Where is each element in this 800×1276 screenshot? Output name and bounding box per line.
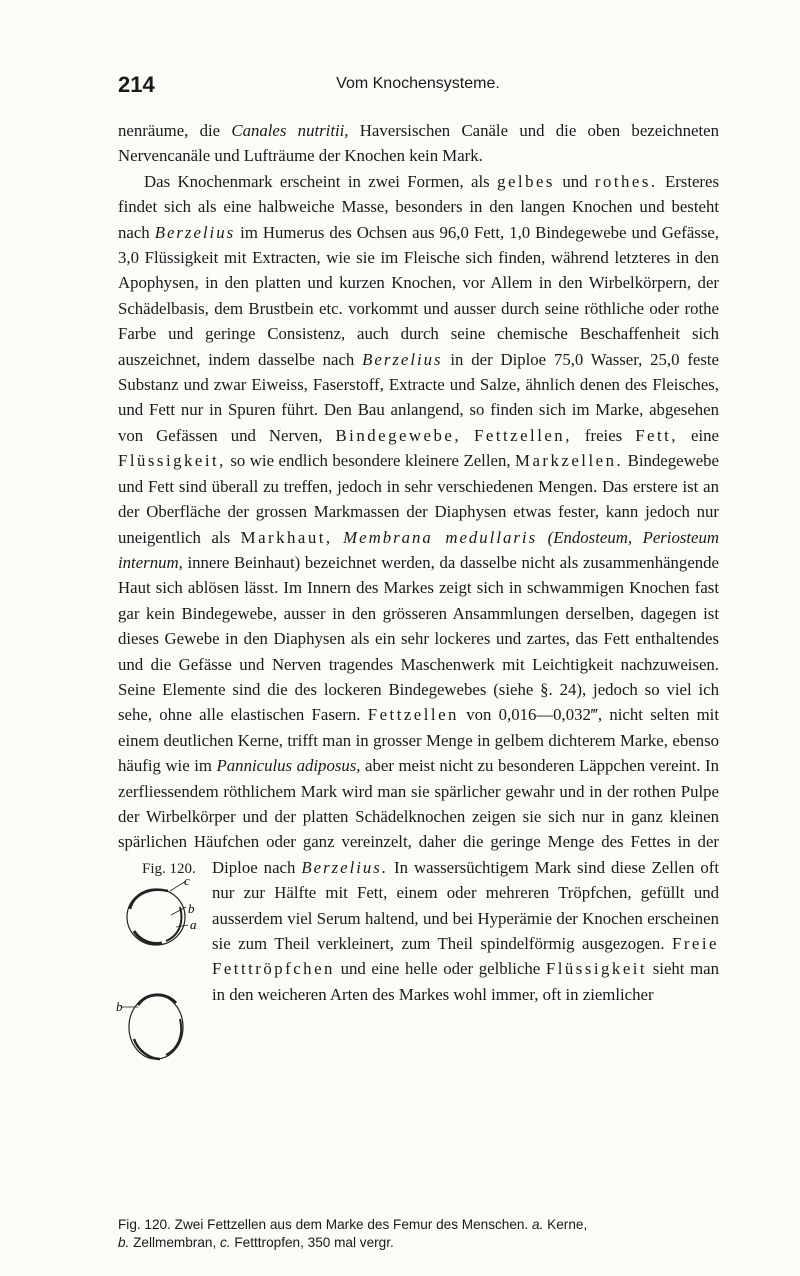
caption-key: c. xyxy=(220,1235,231,1250)
label-b: b xyxy=(188,900,195,916)
text-run: eine xyxy=(678,425,719,445)
cell-membrane-shading xyxy=(134,1039,160,1059)
text-run: sieht man in den weicheren Arten des Markes wohl immer, oft in ziemlicher xyxy=(212,959,719,1004)
text-run: so wie endlich besondere kleinere Zellen, xyxy=(225,451,516,471)
label-c: c xyxy=(184,878,190,888)
text-run: Bindegewebe und Fett sind überall zu treffen, jedoch in sehr verschiedenen Mengen. Das erstere ist an der Oberfläche der grossen Markmassen der Diaphysen etwas fester, kann jedoch nur uneigentlich als xyxy=(118,451,719,547)
spaced-term: Flüssigkeit, xyxy=(118,451,226,471)
spaced-term: gelbes xyxy=(497,171,555,191)
cell-membrane-shading xyxy=(166,907,181,941)
text-run: und eine helle oder gelbliche xyxy=(334,959,546,979)
spaced-term: Fettzellen xyxy=(367,705,459,725)
spaced-term: Markhaut, xyxy=(240,527,333,547)
label-a: a xyxy=(190,916,197,932)
cell-membrane-shading xyxy=(130,890,168,909)
author-name: Berzelius xyxy=(362,349,443,369)
text-run: innere Beinhaut) bezeichnet werden, da dasselbe nicht als zusammenhängende Haut sich ablösen lässt. Im Innern des Markes zeigt sich in schwammigen Knochen fast gar kein Bindegewebe, ausser in den grösseren Ansammlungen derselben, dagegen ist dieses Gewebe in den Diaphysen als ein sehr lockeres und zartes, das Fett enthaltendes und die Gefässe und Nerven tragendes Maschenwerk mit Leichtigkeit nachzuweisen. Seine Elemente sind die des lockeren Bindegewebes (siehe §. 24), jedoch so viel ich sehe, ohne alle elastischen Fasern. xyxy=(118,552,719,725)
cell-membrane-shading xyxy=(166,1019,181,1055)
text-run: Haversischen Canäle und die oben bezeichneten Nervencanäle und Lufträume der Knochen kein Mark. xyxy=(118,121,720,166)
text-run xyxy=(333,528,344,547)
page-number: 214 xyxy=(118,72,155,97)
paragraph-2 xyxy=(116,169,720,1014)
cell-membrane-shading xyxy=(138,995,176,1005)
spaced-term: Flüssigkeit xyxy=(545,959,648,979)
text-run xyxy=(537,528,548,547)
text-run: im Humerus des Ochsen aus 96,0 Fett, 1,0 Bindegewebe und Gefässe, 3,0 Flüssigkeit mit Extracten, wie sie im Fleische sich finden, während letzteres in den Apophysen, in den platten und kurzen Knochen, vor Allem in den Wirbelkörpern, der Schädelbasis, dem Brustbein etc. vorkommt und ausser durch seine röthliche oder rothe Farbe und geringe Consistenz, auch durch seine chemische Beschaffenheit sich auszeichnet, indem dasselbe nach xyxy=(118,222,719,369)
cell-membrane-shading xyxy=(134,931,162,944)
text-run xyxy=(461,426,474,445)
body-text xyxy=(118,118,719,1075)
spaced-term: Freie Fetttröpfchen xyxy=(212,934,719,979)
spaced-term: Fett, xyxy=(635,425,679,445)
spaced-term: Fettzellen, xyxy=(474,425,572,445)
caption-text: Zellmembran, xyxy=(129,1235,220,1250)
caption-lead: Fig. 120. xyxy=(118,1217,171,1232)
italic-term: Panniculus adiposus, xyxy=(216,756,361,776)
text-run: aber meist nicht zu besonderen Läppchen vereint. In zerfliessendem röthlichem Mark wird man sie spärlicher gewahr und in der rothen Pulpe der Wirbelkörper und der platten Schädelknochen zeigen sie sich nur in ganz kleinen spärlichen Häufchen oder ganz vereinzelt, daher die geringe Menge des Fettes in der Diploe nach xyxy=(118,756,720,877)
figure-120 xyxy=(116,857,202,1075)
caption-text: Zwei Fettzellen aus dem Marke des Femur des Menschen. xyxy=(170,1217,533,1232)
caption-key: b. xyxy=(118,1235,130,1250)
running-head: Vom Knochensysteme. xyxy=(336,75,500,92)
text-run: und xyxy=(554,171,595,191)
text-run: In wassersüchtigem Mark sind diese Zellen oft nur zur Hälfte mit Fett, einem oder mehreren Tröpfchen, gefüllt und ausserdem viel Serum haltend, und bei Hyperämie der Knochen erscheinen sie zum Theil verkleinert, zum Theil spindelförmig ausgezogen. xyxy=(212,857,720,953)
text-run: freies xyxy=(571,425,636,445)
fat-cells-illustration xyxy=(116,879,202,1069)
spaced-term: Bindegewebe, xyxy=(335,425,462,445)
text-run: in der Diploe 75,0 Wasser, 25,0 feste Substanz und zwar Eiweiss, Faserstoff, Extracte und Salze, ähnlich denen des Fleisches, und Fett nur in Spuren führt. Den Bau anlangend, so finden sich im Marke, abgesehen von Gefässen und Nerven, xyxy=(118,349,719,445)
author-name: Berzelius xyxy=(154,222,236,242)
italic-term: (Endosteum, Periosteum internum, xyxy=(118,527,719,572)
caption-text: Fetttropfen, 350 mal vergr. xyxy=(230,1235,394,1250)
label-b-lower: b xyxy=(116,998,123,1014)
paragraph-1 xyxy=(118,118,719,169)
caption-key: a. xyxy=(532,1217,544,1232)
latin-term: Membrana medullaris xyxy=(343,527,538,547)
page-header xyxy=(118,72,718,98)
caption-text: Kerne, xyxy=(543,1217,588,1232)
figure-caption xyxy=(118,1216,719,1252)
text-run: nenräume, die xyxy=(118,121,232,140)
author-name: Berzelius. xyxy=(301,857,389,877)
figure-label: Fig. 120. xyxy=(142,860,196,877)
spaced-term: rothes. xyxy=(594,171,658,191)
text-run: Das Knochenmark erscheint in zwei Formen, als xyxy=(144,171,498,191)
text-run: Ersteres findet sich als eine halbweiche Masse, besonders in den langen Knochen und besteht nach xyxy=(118,171,719,242)
spaced-term: Markzellen. xyxy=(515,451,624,471)
text-run: von 0,016—0,032‴, nicht selten mit einem deutlichen Kerne, trifft man in grosser Menge in gelbem dichterem Marke, ebenso häufig wie im xyxy=(118,705,719,776)
italic-term: Canales nutritii, xyxy=(231,121,349,140)
